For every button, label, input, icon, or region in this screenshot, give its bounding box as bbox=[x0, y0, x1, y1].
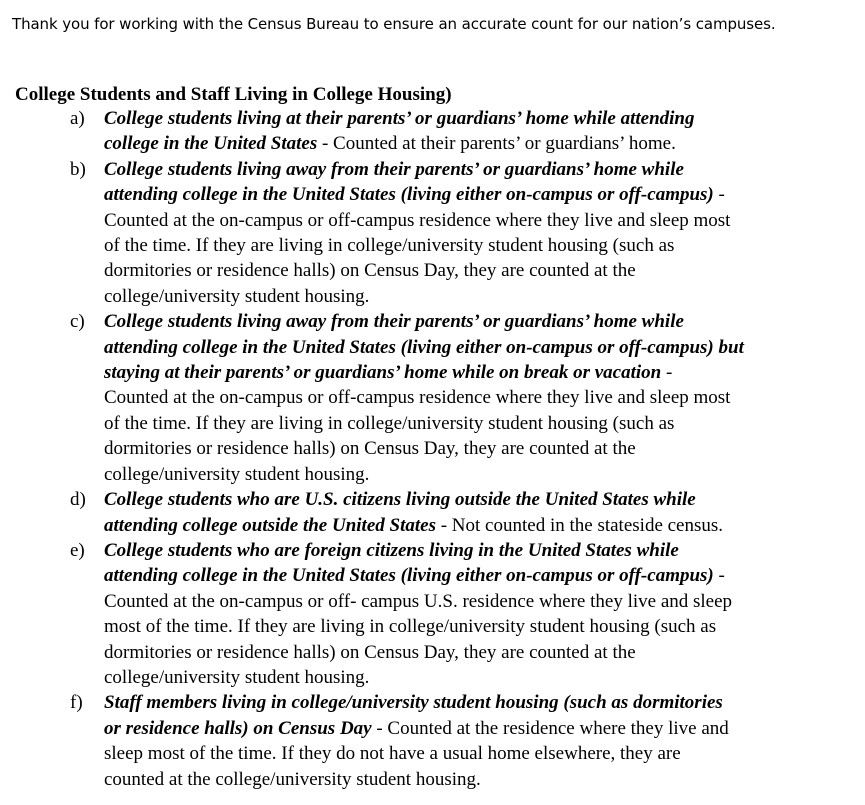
section-title: College Students and Staff Living in College Housing) bbox=[15, 84, 452, 105]
item-line bbox=[104, 411, 865, 436]
list-item bbox=[0, 690, 865, 792]
list-item bbox=[0, 487, 865, 538]
item-text: Counted at the on-campus or off- campus U.S. residence where they live and sleep bbox=[104, 590, 733, 612]
item-line bbox=[104, 538, 865, 563]
item-text: - Counted at the residence where they live and bbox=[371, 717, 729, 739]
item-line bbox=[104, 233, 865, 258]
category-label: College students living away from their parents’ or guardians’ home while bbox=[104, 311, 684, 333]
item-line bbox=[104, 563, 865, 588]
item-text: dormitories or residence halls) on Census Day, they are counted at the bbox=[104, 641, 636, 663]
item-line bbox=[104, 690, 865, 715]
item-line bbox=[104, 284, 865, 309]
intro-text: Thank you for working with the Census Bureau to ensure an accurate count for our nation’s campuses. bbox=[12, 15, 776, 33]
item-text: - Not counted in the stateside census. bbox=[435, 514, 724, 536]
item-line bbox=[104, 131, 865, 156]
list-marker: d) bbox=[70, 489, 86, 511]
list-item bbox=[0, 309, 865, 487]
item-text: of the time. If they are living in college/university student housing (such as bbox=[104, 412, 675, 434]
list-marker: e) bbox=[70, 539, 85, 561]
category-label: college in the United States bbox=[104, 133, 318, 155]
item-text: dormitories or residence halls) on Census Day, they are counted at the bbox=[104, 438, 636, 460]
item-line bbox=[104, 487, 865, 512]
category-label: College students living away from their parents’ or guardians’ home while bbox=[104, 158, 684, 180]
category-label: or residence halls) on Census Day bbox=[104, 717, 372, 739]
item-line bbox=[104, 106, 865, 131]
category-label: attending college in the United States (living either on-campus or off-campus) but bbox=[104, 336, 744, 358]
item-line bbox=[104, 335, 865, 360]
category-label: attending college in the United States (living either on-campus or off-campus) bbox=[104, 565, 714, 587]
item-line bbox=[104, 513, 865, 538]
list-marker: f) bbox=[70, 692, 83, 714]
item-line bbox=[104, 716, 865, 741]
item-line bbox=[104, 665, 865, 690]
item-text: counted at the college/university student housing. bbox=[104, 768, 481, 790]
item-text: sleep most of the time. If they do not have a usual home elsewhere, they are bbox=[104, 743, 681, 765]
category-label: attending college outside the United States bbox=[104, 514, 436, 536]
item-line bbox=[104, 258, 865, 283]
item-line bbox=[104, 157, 865, 182]
item-text: of the time. If they are living in college/university student housing (such as bbox=[104, 235, 675, 257]
item-line bbox=[104, 360, 865, 385]
category-label: College students living at their parents’ or guardians’ home while attending bbox=[104, 108, 695, 129]
item-line bbox=[104, 309, 865, 334]
list-marker: b) bbox=[70, 158, 86, 180]
item-text: most of the time. If they are living in college/university student housing (such as bbox=[104, 616, 717, 638]
item-line bbox=[104, 589, 865, 614]
item-text: - Counted at their parents’ or guardians’ home. bbox=[317, 133, 676, 155]
category-label: College students who are foreign citizens living in the United States while bbox=[104, 539, 679, 561]
item-line bbox=[104, 767, 865, 792]
category-label: College students who are U.S. citizens living outside the United States while bbox=[104, 489, 696, 511]
category-label: staying at their parents’ or guardians’ home while on break or vacation bbox=[104, 362, 662, 384]
item-text: Counted at the on-campus or off-campus residence where they live and sleep most bbox=[104, 209, 731, 231]
item-text: Counted at the on-campus or off-campus residence where they live and sleep most bbox=[104, 387, 731, 409]
list-marker: c) bbox=[70, 311, 85, 333]
item-line bbox=[104, 462, 865, 487]
list-item bbox=[0, 106, 865, 157]
category-label: Staff members living in college/university student housing (such as dormitories bbox=[104, 692, 723, 714]
item-line bbox=[104, 208, 865, 233]
list-marker: a) bbox=[70, 108, 85, 129]
item-text: - bbox=[661, 362, 673, 384]
item-line bbox=[104, 385, 865, 410]
item-line bbox=[104, 640, 865, 665]
list-item bbox=[0, 538, 865, 690]
item-text: - bbox=[713, 184, 725, 206]
item-text: college/university student housing. bbox=[104, 285, 370, 307]
item-line bbox=[104, 741, 865, 766]
item-text: dormitories or residence halls) on Census Day, they are counted at the bbox=[104, 260, 636, 282]
category-label: attending college in the United States (living either on-campus or off-campus) bbox=[104, 184, 714, 206]
item-line bbox=[104, 614, 865, 639]
item-text: college/university student housing. bbox=[104, 666, 370, 688]
item-line bbox=[104, 182, 865, 207]
list-item bbox=[0, 157, 865, 309]
item-text: - bbox=[713, 565, 725, 587]
item-line bbox=[104, 436, 865, 461]
item-text: college/university student housing. bbox=[104, 463, 370, 485]
definition-list bbox=[0, 106, 865, 792]
